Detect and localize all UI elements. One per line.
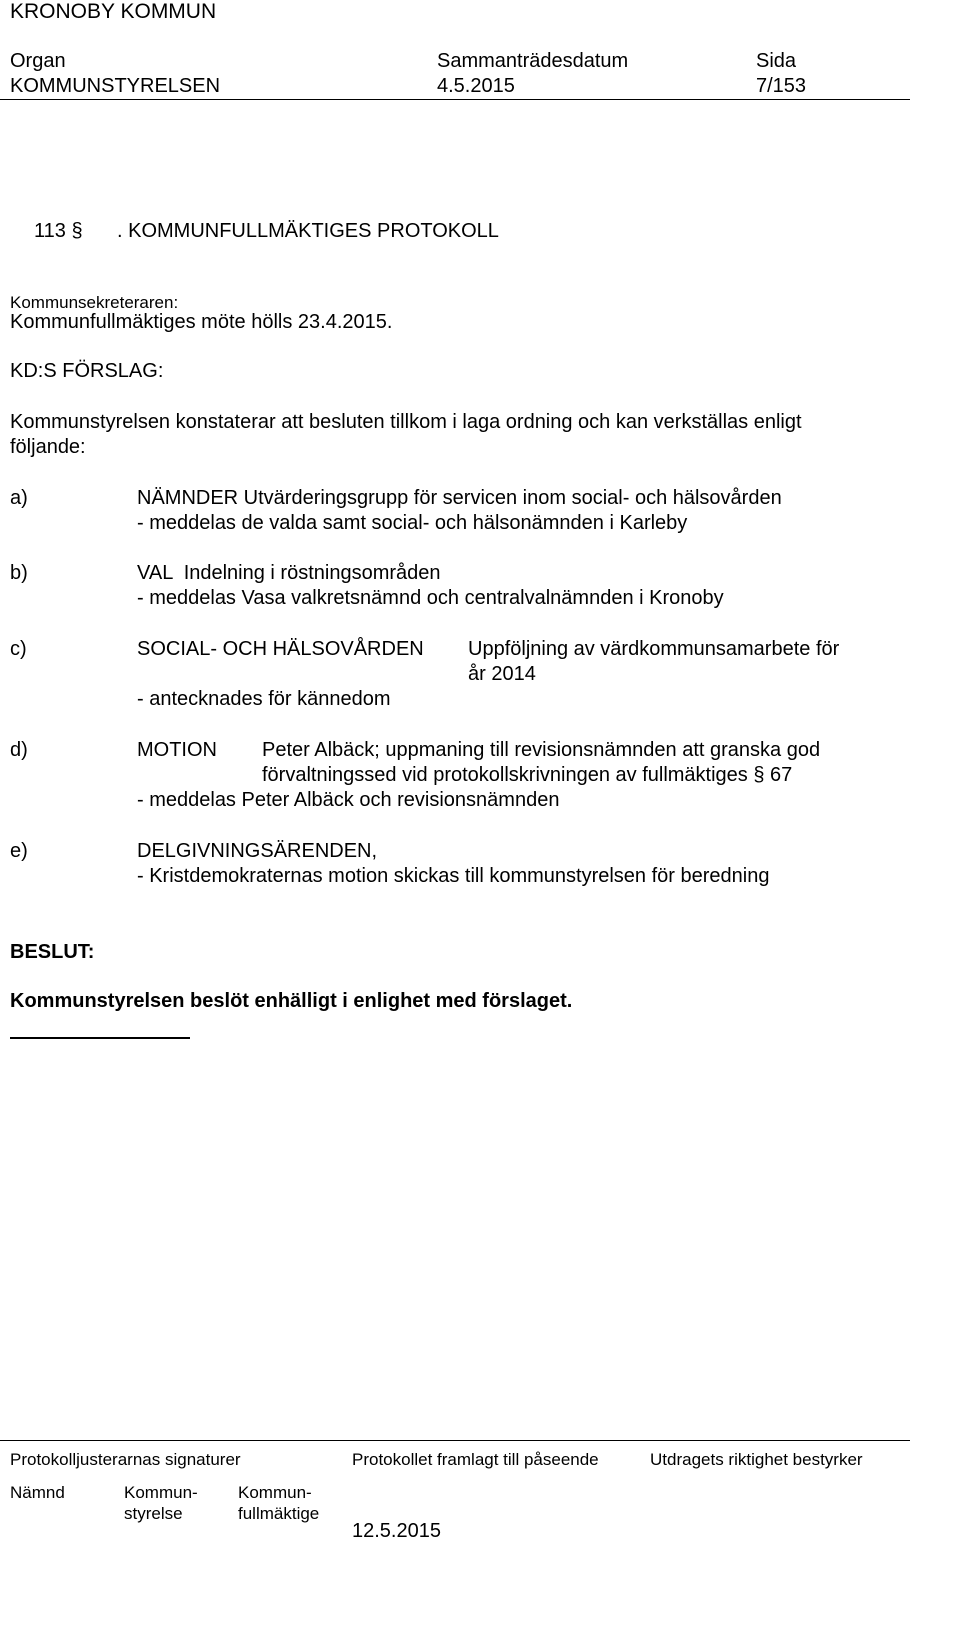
decision-heading: BESLUT: <box>10 941 95 963</box>
item-e-letter: e) <box>10 840 28 862</box>
item-d-letter: d) <box>10 739 28 761</box>
item-a-line-2: - meddelas de valda samt social- och hälsonämnden i Karleby <box>137 512 688 534</box>
header-divider <box>0 99 910 100</box>
item-c-category: SOCIAL- OCH HÄLSOVÅRDEN <box>137 638 424 660</box>
footer-divider <box>0 1440 910 1441</box>
presented-label: Protokollet framlagt till påseende <box>352 1450 599 1469</box>
presenter-label: Kommunsekreteraren: <box>10 293 179 312</box>
item-e-category: DELGIVNINGSÄRENDEN, <box>137 840 378 862</box>
presented-date: 12.5.2015 <box>352 1520 441 1542</box>
proposal-heading: KD:S FÖRSLAG: <box>10 360 164 382</box>
decision-text: Kommunstyrelsen beslöt enhälligt i enlighet med förslaget. <box>10 990 573 1012</box>
item-b-line-1: VAL Indelning i röstningsområden <box>137 562 441 584</box>
municipality-name: KRONOBY KOMMUN <box>10 0 217 23</box>
signature-column-kf-line-1: Kommun- <box>238 1483 312 1502</box>
organ-value: KOMMUNSTYRELSEN <box>10 75 221 97</box>
item-d-action: - meddelas Peter Albäck och revisionsnämnden <box>137 789 560 811</box>
statement-line-1: Kommunstyrelsen konstaterar att besluten tillkom i laga ordning och kan verkställas enligt <box>10 411 802 433</box>
item-b-line-2: - meddelas Vasa valkretsnämnd och centralvalnämnden i Kronoby <box>137 587 724 609</box>
item-a-line-1: NÄMNDER Utvärderingsgrupp för servicen inom social- och hälsovården <box>137 487 782 509</box>
item-c-action: - antecknades för kännedom <box>137 688 391 710</box>
section-title: . KOMMUNFULLMÄKTIGES PROTOKOLL <box>117 220 499 242</box>
item-b-letter: b) <box>10 562 28 584</box>
page-label: Sida <box>756 50 797 72</box>
organ-label: Organ <box>10 50 66 72</box>
item-c-subject: Uppföljning av värdkommunsamarbete för <box>468 638 840 660</box>
item-c-subject-cont: år 2014 <box>468 663 536 685</box>
item-d-category: MOTION <box>137 739 217 761</box>
signature-column-namnd: Nämnd <box>10 1483 65 1502</box>
signature-column-kf-line-2: fullmäktige <box>238 1504 320 1523</box>
paragraph-symbol: § <box>753 764 765 786</box>
section-heading <box>34 220 83 243</box>
item-d-paragraph-number: 67 <box>770 764 793 786</box>
section-number: 113 <box>34 220 66 242</box>
item-d-subject: Peter Albäck; uppmaning till revisionsnämnden att granska god <box>262 739 821 761</box>
certified-label: Utdragets riktighet bestyrker <box>650 1450 863 1469</box>
signature-column-ks-line-1: Kommun- <box>124 1483 198 1502</box>
item-e-action: - Kristdemokraternas motion skickas till kommunstyrelsen för beredning <box>137 865 770 887</box>
intro-text: Kommunfullmäktiges möte hölls 23.4.2015. <box>10 311 393 333</box>
item-d-subject-text: förvaltningssed vid protokollskrivningen av fullmäktiges <box>262 764 748 786</box>
meeting-date-value: 4.5.2015 <box>437 75 515 97</box>
signatures-label: Protokolljusterarnas signaturer <box>10 1450 241 1469</box>
item-c-letter: c) <box>10 638 27 660</box>
page-number: 7/153 <box>756 75 807 97</box>
signature-column-ks-line-2: styrelse <box>124 1504 183 1523</box>
paragraph-symbol: § <box>71 220 83 242</box>
meeting-date-label: Sammanträdesdatum <box>437 50 629 72</box>
item-a-letter: a) <box>10 487 28 509</box>
item-d-subject-cont <box>262 764 792 787</box>
decision-end-rule <box>10 1037 190 1039</box>
statement-line-2: följande: <box>10 436 86 458</box>
